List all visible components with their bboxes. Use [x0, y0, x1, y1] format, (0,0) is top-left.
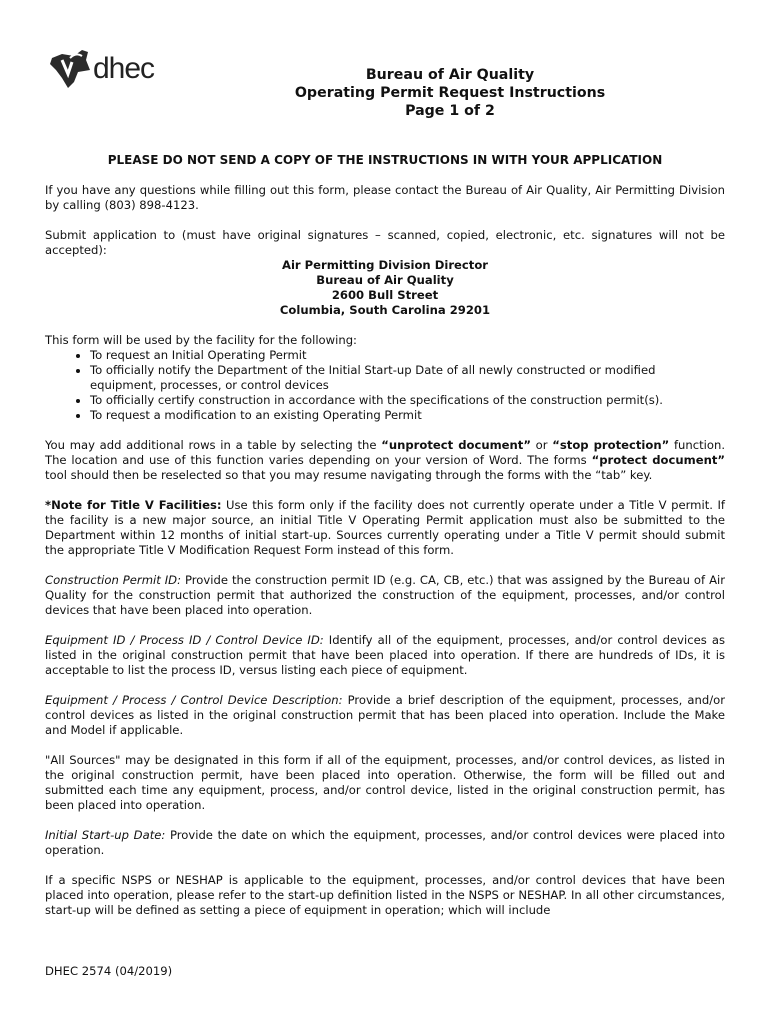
mailing-address [45, 258, 725, 318]
header-page: Page 1 of 2 [405, 103, 495, 119]
address-line: Bureau of Air Quality [316, 273, 454, 287]
construction-permit-paragraph [45, 573, 725, 618]
equipment-id-paragraph [45, 633, 725, 678]
logo-text: dhec [93, 52, 155, 85]
rows-text: function. The location and use of this function varies depending on your version of Word. The forms [45, 438, 726, 467]
title-v-label: *Note for Title V Facilities: [45, 498, 222, 512]
document-header [170, 66, 730, 120]
uses-list [45, 348, 725, 423]
rows-text: or [530, 438, 553, 452]
submit-paragraph: Submit application to (must have original signatures – scanned, copied, electronic, etc. signatures will not be accepted): [45, 228, 725, 257]
protect-document-term: “protect document” [591, 453, 725, 467]
contact-paragraph: If you have any questions while filling out this form, please contact the Bureau of Air Quality, Air Permitting Division by calling (803) 898-4123. [45, 183, 725, 212]
form-number-footer: DHEC 2574 (04/2019) [45, 964, 173, 978]
construction-permit-text: Provide the construction permit ID (e.g. CA, CB, etc.) that was assigned by the Bureau of Air Quality for the construction permit that authorized the construction of the equipment, processes, and/or control devices that have been placed into operation. [45, 573, 725, 617]
equipment-description-paragraph [45, 693, 725, 738]
table-rows-paragraph [45, 438, 725, 483]
address-line: 2600 Bull Street [331, 288, 439, 302]
equipment-description-text: Provide a brief description of the equipment, processes, and/or control devices as listed in the original construction permit that has been placed into operation. Include the Make and Model if applicable. [45, 693, 726, 737]
equipment-id-text: Identify all of the equipment, processes, and/or control devices as listed in the original construction permit that have been placed into operation. If there are hundreds of IDs, it is acceptable to list the process ID, versus listing each piece of equipment. [45, 633, 725, 677]
list-item: • To officially notify the Department of the Initial Start-up Date of all newly constructed or modified equipment, processes, or control devices [90, 363, 725, 393]
list-item: • To officially certify construction in accordance with the specifications of the construction permit(s). [90, 393, 725, 408]
stop-protection-term: “stop protection” [552, 438, 670, 452]
all-sources-paragraph: "All Sources" may be designated in this form if all of the equipment, processes, and/or control devices, as listed in the original construction permit, have been placed into operation. Otherwise, the form will be filled out and submitted each time any equipment, process, and/or control device, listed in the original construction permit, has been placed into operation. [45, 753, 725, 812]
unprotect-document-term: “unprotect document” [381, 438, 531, 452]
warning-text: PLEASE DO NOT SEND A COPY OF THE INSTRUCTIONS IN WITH YOUR APPLICATION [107, 153, 663, 167]
rows-text: tool should then be reselected so that you may resume navigating through the forms with the “tab” key. [45, 468, 653, 482]
address-line: Air Permitting Division Director [281, 258, 488, 272]
startup-date-label: Initial Start-up Date: [45, 828, 166, 842]
list-item: • To request a modification to an existing Operating Permit [90, 408, 725, 423]
dhec-logo [48, 46, 168, 92]
equipment-description-label: Equipment / Process / Control Device Description: [45, 693, 343, 707]
palmetto-icon [48, 48, 94, 90]
startup-date-text: Provide the date on which the equipment, processes, and/or control devices were placed into operation. [45, 828, 725, 857]
title-v-text: Use this form only if the facility does not currently operate under a Title V permit. If the facility is a new major source, an initial Title V Operating Permit application must also be submitted to the Department within 12 months of initial start-up. Sources currently operating under a Title V permit should submit the appropriate Title V Modification Request Form instead of this form. [45, 498, 725, 557]
address-line: Columbia, South Carolina 29201 [279, 303, 491, 317]
header-bureau: Bureau of Air Quality [365, 67, 535, 83]
equipment-id-label: Equipment ID / Process ID / Control Device ID: [45, 633, 324, 647]
startup-date-paragraph [45, 828, 725, 858]
nsps-paragraph: If a specific NSPS or NESHAP is applicable to the equipment, processes, and/or control devices that have been placed into operation, please refer to the start-up definition listed in the NSPS or NESHAP. In all other circumstances, start-up will be defined as setting a piece of equipment in operation; which will include [45, 873, 725, 917]
construction-permit-label: Construction Permit ID: [45, 573, 182, 587]
rows-text: You may add additional rows in a table by selecting the [45, 438, 382, 452]
title-v-note [45, 498, 725, 558]
list-item: • To request an Initial Operating Permit [90, 348, 725, 363]
document-body [45, 153, 725, 933]
header-title: Operating Permit Request Instructions [294, 85, 606, 101]
uses-intro: This form will be used by the facility for the following: [45, 333, 357, 347]
